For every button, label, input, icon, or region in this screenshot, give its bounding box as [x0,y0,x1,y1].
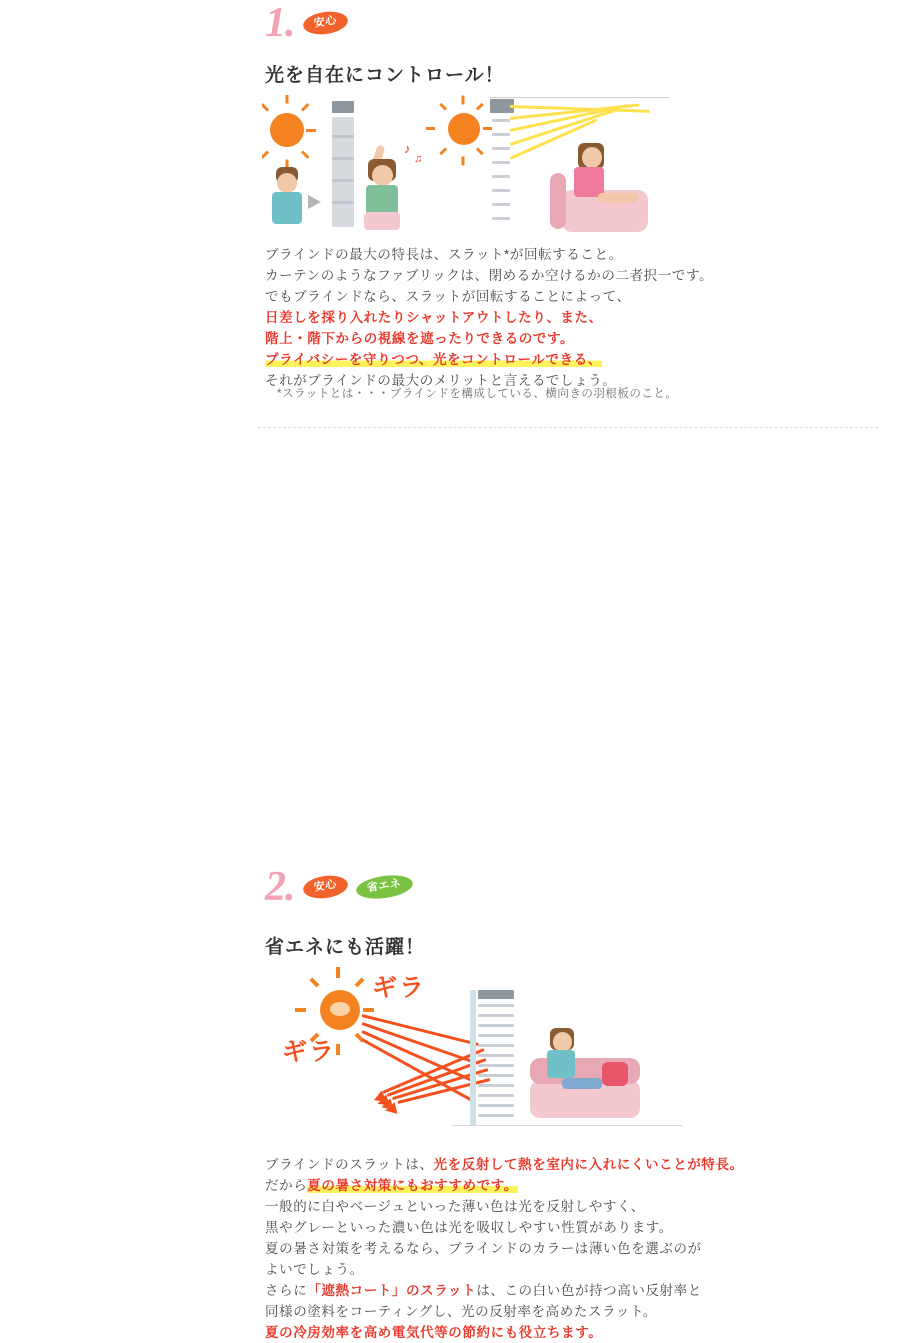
heat-reflection-illustration [262,962,900,1152]
section-2-title: 省エネにも活躍！ [265,937,426,958]
body-line-emphasis: 「遮熱コート」のスラット [307,1283,477,1298]
sun-ray [295,1008,306,1012]
badge-anshin-1: 安心 [301,9,349,37]
sun-ray [483,127,492,130]
transition-arrow-icon [308,195,321,209]
sun-face [330,1002,350,1016]
slat [492,119,510,122]
person-head [553,1032,572,1052]
body-line: 夏の暑さ対策を考えるなら、ブラインドのカラーは薄い色を選ぶのが [265,1241,702,1256]
sun-ray [336,1044,340,1055]
sun-icon-left [270,113,304,147]
blind-closed [332,117,354,227]
music-note-icon: ♫ [414,153,423,165]
sun-ray [462,157,465,166]
body-line: ブラインドの最大の特長は、スラット*が回転すること。 [265,247,623,262]
sun-ray [336,967,340,978]
body-line: 階上・階下からの視線を遮ったりできるのです。 [265,331,575,346]
sun-ray [439,147,447,155]
slat [478,1074,514,1077]
section-1-heading [265,2,348,44]
slat [478,1034,514,1037]
slat [492,161,510,164]
sun-ray [476,147,484,155]
body-line-highlight: プライバシーを守りつつ、光をコントロールできる、 [265,352,602,367]
person-woman-head [582,147,602,168]
slat [332,135,354,138]
sun-ray [476,103,484,111]
slat [478,1044,514,1047]
slat [492,189,510,192]
blind-light-control-illustration [262,95,900,240]
slat [492,133,510,136]
slat [332,157,354,160]
sun-ray [262,150,269,158]
slat [478,1014,514,1017]
section-2-body [265,1154,744,1343]
body-line: 黒やグレーといった濃い色は光を吸収しやすい性質があります。 [265,1220,673,1235]
sun-ray [310,978,320,988]
blind-headrail-closed [332,101,354,113]
person-legs [562,1078,602,1089]
slat [492,217,510,220]
sun-ray [426,127,435,130]
body-line: でもブラインドなら、スラットが回転することによって、 [265,289,631,304]
person-body [547,1050,575,1078]
section-divider [258,427,878,428]
slat [478,1024,514,1027]
body-line: 夏の冷房効率を高め電気代等の節約にも役立ちます。 [265,1325,603,1340]
badge-shoene: 省エネ [354,872,413,902]
body-line: 一般的に白やベージュといった薄い色は光を反射しやすく、 [265,1199,645,1214]
body-line: 同様の塗料をコーティングし、光の反射率を高めたスラット。 [265,1304,657,1319]
cushion [602,1062,628,1086]
slat [478,1004,514,1007]
section-1-title: 光を自在にコントロール！ [265,65,505,86]
slat [492,203,510,206]
body-line: さらに [265,1283,308,1298]
sun-ray [363,1008,374,1012]
sun-ray [439,103,447,111]
slat [478,1104,514,1107]
person-girl-head [372,165,393,186]
slat [332,201,354,204]
body-line-tail: は、この白い色が持つ高い反射率と [476,1283,702,1298]
body-line-highlight: 夏の暑さ対策にもおすすめです。 [307,1178,518,1193]
sfx-gira-bottom: ギラ [282,1038,337,1066]
window-frame [470,990,476,1125]
music-note-icon: ♪ [404,141,411,156]
section-2-heading [265,866,412,908]
sun-ray [301,150,309,158]
person-boy-body [272,192,302,224]
slat [332,179,354,182]
slat [478,1064,514,1067]
sun-ray [306,129,316,132]
body-line: カーテンのようなファブリックは、閉めるか空けるかの二者択一です。 [265,268,714,283]
body-line: ブラインドのスラットは、 [265,1157,434,1172]
section-1-number: 1. [265,0,295,46]
person-boy-head [277,173,297,193]
sun-ray [355,978,365,988]
body-line: それがブラインドの最大のメリットと言えるでしょう。 [265,373,617,388]
sun-ray [286,95,289,104]
section-1-footnote: *スラットとは・・・ブラインドを構成している、横向きの羽根板のこと。 [277,388,678,400]
slat [478,1114,514,1117]
floor-line [452,1125,682,1126]
person-girl-skirt [364,212,400,230]
reflected-beam-arrowhead [384,1102,398,1116]
body-line-emphasis: 光を反射して熱を室内に入れにくいことが特長。 [433,1157,744,1172]
body-line: だから [265,1178,308,1193]
slat [492,175,510,178]
chair-back [550,173,566,229]
slat [478,1094,514,1097]
sun-icon-right [448,113,480,145]
ceiling-line [490,97,670,98]
sun-ray [262,103,269,111]
badge-anshin-2: 安心 [301,873,349,901]
person-woman-leg [598,193,638,203]
sfx-gira-top: ギラ [372,974,427,1002]
blind-headrail [478,990,514,999]
body-line: よいでしょう。 [265,1262,364,1277]
body-line: 日差しを採り入れたりシャットアウトしたり、また、 [265,310,603,325]
slat [478,1084,514,1087]
sun-ray [301,103,309,111]
slat [478,1054,514,1057]
section-1-body [265,244,713,391]
slat [492,147,510,150]
section-2-number: 2. [265,864,295,910]
sun-ray [462,96,465,105]
person-girl-body [366,185,398,215]
